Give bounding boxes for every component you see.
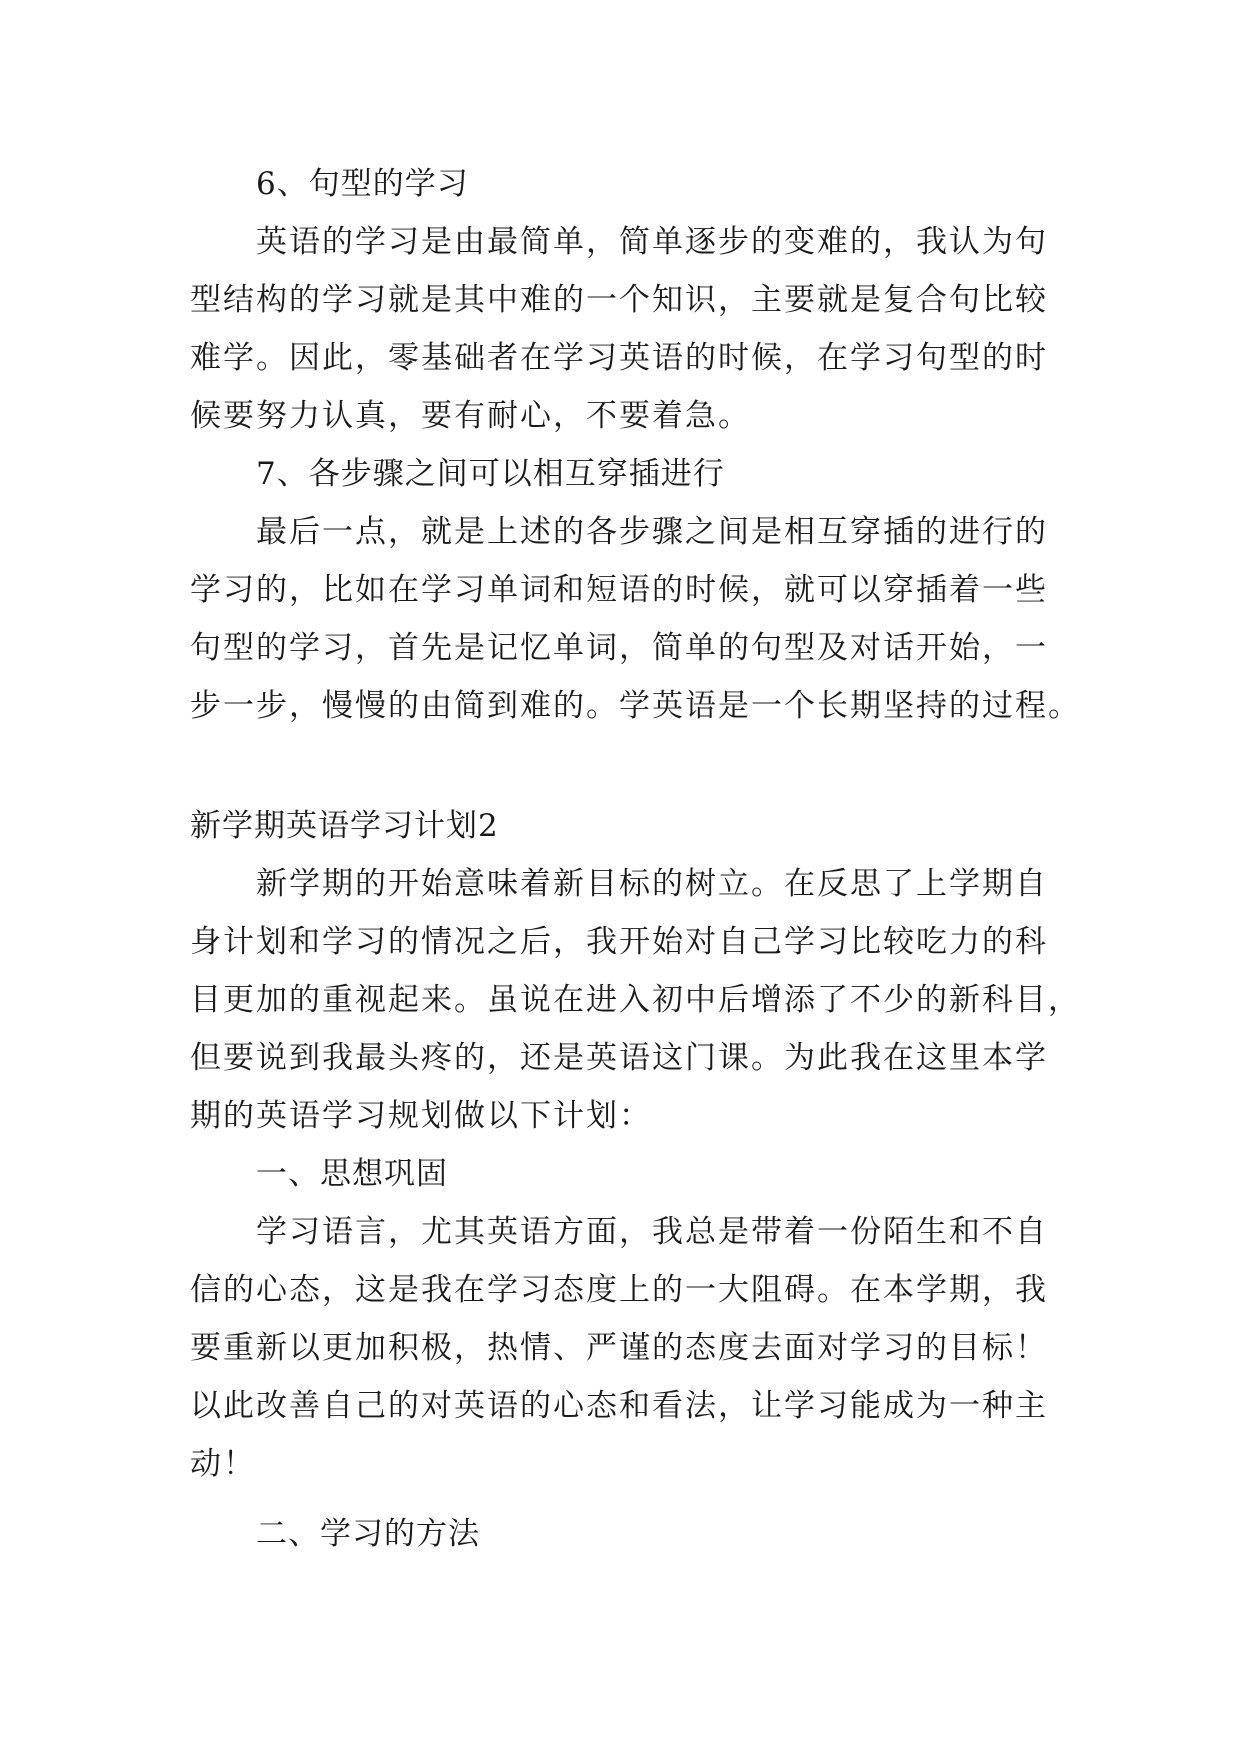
paragraph-line: 以此改善自己的对英语的心态和看法，让学习能成为一种主 [190, 1388, 1048, 1424]
paragraph-line: 难学。因此，零基础者在学习英语的时候，在学习句型的时 [190, 340, 1048, 376]
section-heading-methods: 二、学习的方法 [256, 1516, 480, 1552]
paragraph-line: 要重新以更加积极，热情、严谨的态度去面对学习的目标！ [190, 1330, 1048, 1366]
document-title: 新学期英语学习计划2 [190, 808, 499, 844]
paragraph-line: 动！ [190, 1446, 256, 1482]
paragraph-line: 最后一点，就是上述的各步骤之间是相互穿插的进行的 [256, 514, 1048, 550]
section-heading-mindset: 一、思想巩固 [256, 1156, 448, 1192]
paragraph-line: 期的英语学习规划做以下计划： [190, 1098, 652, 1134]
paragraph-line: 型结构的学习就是其中难的一个知识，主要就是复合句比较 [190, 282, 1048, 318]
paragraph-line: 学习的，比如在学习单词和短语的时候，就可以穿插着一些 [190, 572, 1048, 608]
section-spacer [190, 735, 1050, 797]
paragraph-line: 身计划和学习的情况之后，我开始对自己学习比较吃力的科 [190, 924, 1048, 960]
section-spacer [190, 1493, 1050, 1505]
paragraph-line: 新学期的开始意味着新目标的树立。在反思了上学期自 [256, 866, 1048, 902]
paragraph-line: 信的心态，这是我在学习态度上的一大阻碍。在本学期，我 [190, 1272, 1048, 1308]
paragraph-line: 句型的学习，首先是记忆单词，简单的句型及对话开始，一 [190, 630, 1048, 666]
paragraph-line: 步一步，慢慢的由简到难的。学英语是一个长期坚持的过程。 [190, 688, 1081, 724]
document-body [190, 155, 1081, 1563]
section-heading-sentence-patterns: 6、句型的学习 [256, 166, 469, 202]
paragraph-line: 英语的学习是由最简单，简单逐步的变难的，我认为句 [256, 224, 1048, 260]
paragraph-line: 学习语言，尤其英语方面，我总是带着一份陌生和不自 [256, 1214, 1048, 1250]
paragraph-line: 候要努力认真，要有耐心，不要着急。 [190, 398, 751, 434]
section-heading-interleave-steps: 7、各步骤之间可以相互穿插进行 [256, 456, 725, 492]
paragraph-line: 目更加的重视起来。虽说在进入初中后增添了不少的新科目， [190, 982, 1081, 1018]
paragraph-line: 但要说到我最头疼的，还是英语这门课。为此我在这里本学 [190, 1040, 1048, 1076]
